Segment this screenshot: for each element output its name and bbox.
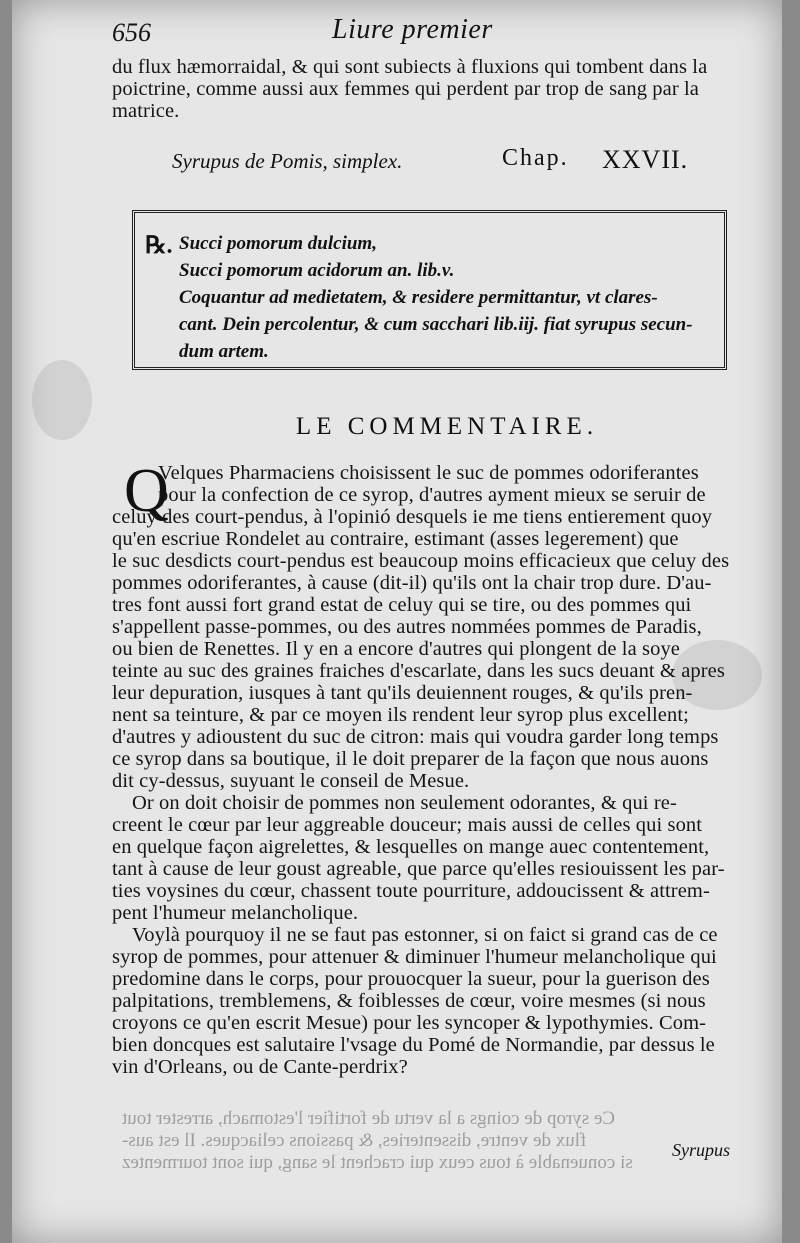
text-line: bien doncques est salutaire l'vsage du Pomé de Normandie, par dessus le (112, 1034, 715, 1056)
chapter-heading (172, 145, 712, 179)
section-heading: LE COMMENTAIRE. (295, 413, 599, 440)
intro-paragraph (112, 56, 742, 122)
text-line: ou bien de Renettes. Il y en a encore d'autres qui plongent de la soye (112, 638, 680, 660)
text-line: celuy des court-pendus, à l'opinió desquels ie me tiens entierement quoy (112, 506, 713, 528)
recipe-line: Coquantur ad medietatem, & residere permittantur, vt clares- (179, 287, 658, 308)
bleed-through-line: Ce syrop de coings a la vertu de fortifier l'estomach, arrester tout (122, 1108, 616, 1129)
text-line: le suc desdicts court-pendus est beaucoup moins efficacieux que celuy des (112, 550, 730, 572)
page-number: 656 (112, 18, 151, 47)
text-line: Voylà pourquoy il ne se faut pas estonner, si on faict si grand cas de ce (132, 924, 718, 946)
text-line: teinte au suc des graines fraiches d'escarlate, dans les sucs deuant & apres (112, 660, 725, 682)
text-line: qu'en escriue Rondelet au contraire, estimant (asses legerement) que (112, 528, 679, 550)
recipe-line: Succi pomorum dulcium, (179, 233, 377, 254)
page-header (112, 14, 712, 54)
text-line: dit cy-dessus, suyuant le conseil de Mesue. (112, 770, 470, 792)
chapter-number: XXVII. (602, 145, 689, 174)
running-title: Liure premier (332, 14, 493, 45)
text-line: vin d'Orleans, ou de Cante-perdrix? (112, 1056, 408, 1078)
recipe-box (132, 210, 727, 370)
text-line: creent le cœur par leur aggreable douceur; mais aussi de celles qui sont (112, 814, 703, 836)
text-line: nent sa teinture, & par ce moyen ils rendent leur syrop plus excellent; (112, 704, 689, 726)
text-line: syrop de pommes, pour attenuer & diminuer l'humeur melancholique qui (112, 946, 717, 968)
text-line: tres font aussi fort grand estat de celuy qui se tire, ou des pommes qui (112, 594, 692, 616)
text-line: d'autres y adioustent du suc de citron: mais qui voudra garder long temps (112, 726, 719, 748)
text-line: pommes odoriferantes, à cause (dit-il) qu'ils ont la chair trop dure. D'au- (112, 572, 712, 594)
text-line: poictrine, comme aussi aux femmes qui perdent par trop de sang par la (112, 78, 699, 100)
bleed-through-line: si conuenable à tous ceux qui crachent le sang, qui sont tourmentez (122, 1152, 633, 1173)
bleed-through-line: flux de ventre, dissenteries, & passions celiacques. Il est aus- (122, 1130, 587, 1151)
commentary-text (112, 457, 742, 1078)
text-line: en quelque façon aigrelettes, & lesquelles on mange auec contentement, (112, 836, 710, 858)
text-line: leur depuration, iusques à tant qu'ils deuiennent rouges, & qu'ils pren- (112, 682, 693, 704)
text-line: pour la confection de ce syrop, d'autres ayment mieux se seruir de (158, 484, 706, 506)
recipe-line: Succi pomorum acidorum an. lib.v. (179, 260, 455, 281)
text-line: Velques Pharmaciens choisissent le suc de pommes odoriferantes (158, 462, 699, 484)
recipe-line: dum artem. (179, 341, 269, 362)
text-line: Or on doit choisir de pommes non seulement odorantes, & qui re- (132, 792, 677, 814)
text-line: ce syrop dans sa boutique, il le doit preparer de la façon que nous auons (112, 748, 709, 770)
chapter-title: Syrupus de Pomis, simplex. (172, 149, 403, 173)
text-line: matrice. (112, 100, 180, 122)
text-line: ties voysines du cœur, chassent toute pourriture, addoucissent & attrem- (112, 880, 710, 902)
catchword: Syrupus (672, 1140, 730, 1160)
text-line: croyons ce qu'en escrit Mesue) pour les syncoper & lypothymies. Com- (112, 1012, 707, 1034)
text-line: s'appellent passe-pommes, ou des autres nommées pommes de Paradis, (112, 616, 702, 638)
paper-stain (32, 360, 92, 440)
text-line: du flux hæmorraidal, & qui sont subiects à fluxions qui tombent dans la (112, 56, 708, 78)
text-line: palpitations, tremblemens, & foiblesses de cœur, voire mesmes (si nous (112, 990, 706, 1012)
chapter-label: Chap. (502, 145, 569, 171)
book-page (12, 0, 782, 1243)
text-line: pent l'humeur melancholique. (112, 902, 359, 924)
recipe-symbol: ℞. (145, 233, 173, 259)
recipe-line: cant. Dein percolentur, & cum sacchari lib.iij. fiat syrupus secun- (179, 314, 693, 335)
text-line: predomine dans le corps, pour prouocquer la sueur, pour la guerison des (112, 968, 710, 990)
drop-cap: Q (124, 457, 169, 525)
text-line: tant à cause de leur goust agreable, que parce qu'elles resiouissent les par- (112, 858, 725, 880)
